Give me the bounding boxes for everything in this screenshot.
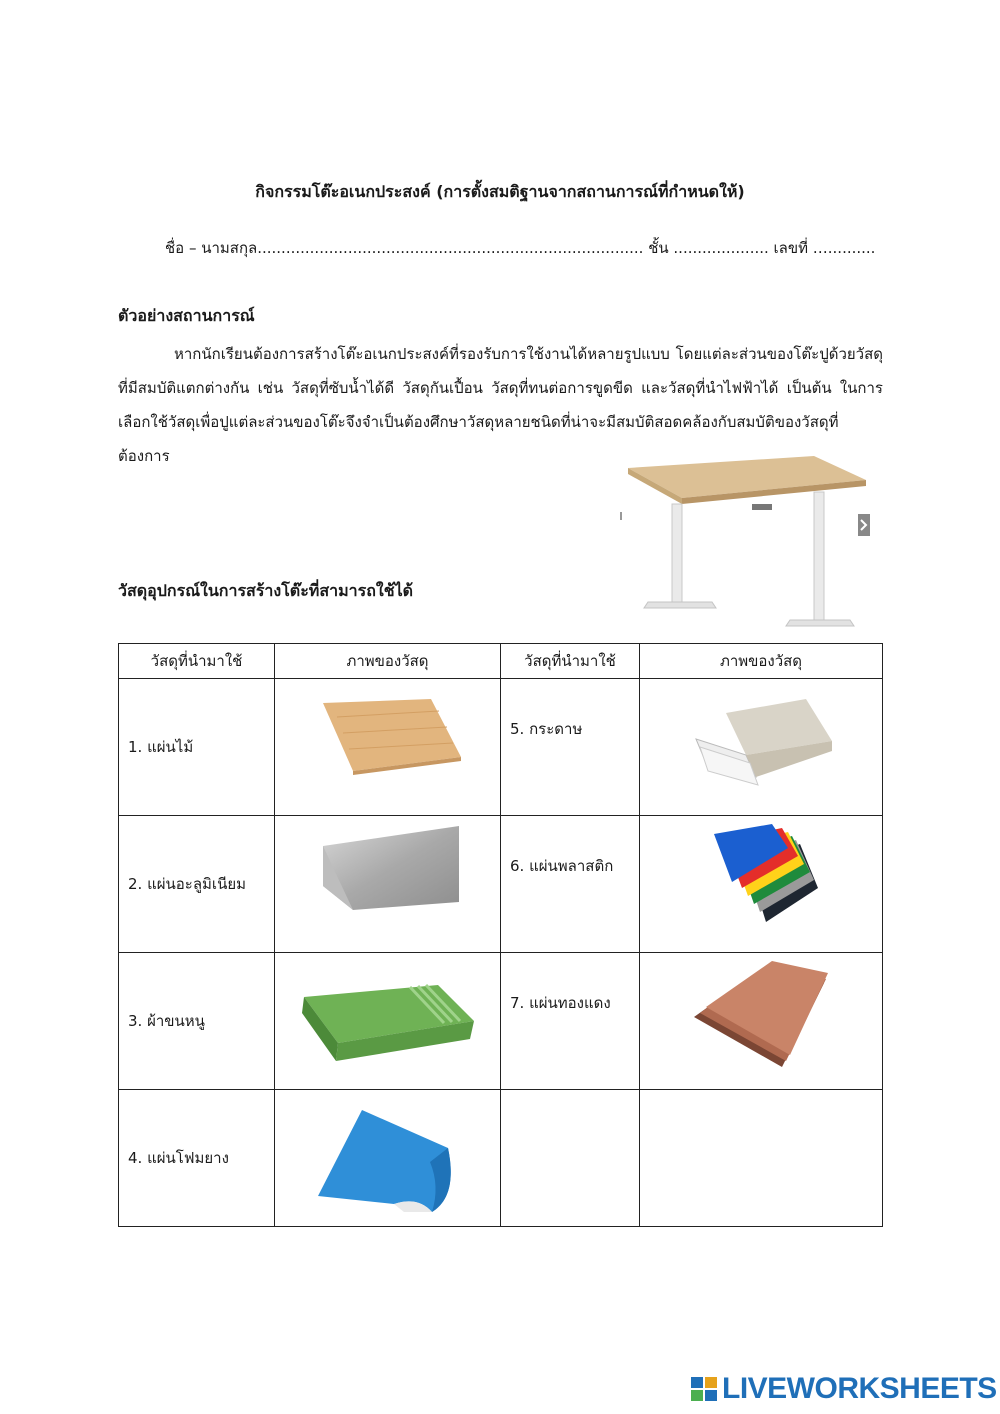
material-label-wood: 1. แผ่นไม้ <box>128 738 194 756</box>
student-name-line: ชื่อ – นามสกุล................................................................................. ชั้น .................... เลขที่ ….......... <box>165 239 876 257</box>
header-material: วัสดุที่นำมาใช้ <box>119 644 275 679</box>
materials-heading: วัสดุอุปกรณ์ในการสร้างโต๊ะที่สามารถใช้ได้ <box>118 581 413 600</box>
scenario-text: หากนักเรียนต้องการสร้างโต๊ะอเนกประสงค์ที่รองรับการใช้งานได้หลายรูปแบบ โดยแต่ละส่วนของโต๊ะปูด้วยวัสดุที่มีสมบัติแตกต่างกัน เช่น วัสดุที่ซับน้ำได้ดี วัสดุกันเปื้อน วัสดุที่ทนต่อการขูดขีด และวัสดุที่นำไฟฟ้าได้ เป็นต้น ในการเลือกใช้วัสดุเพื่อปูแต่ละส่วนของโต๊ะจึงจำเป็นต้องศึกษาวัสดุหลายชนิดที่น่าจะมีสมบัติสอดคล้องกับสมบัติของวัสดุที่ต้องการ <box>118 345 883 465</box>
header-picture: ภาพของวัสดุ <box>640 644 883 679</box>
towel-icon <box>298 967 478 1087</box>
material-label-plastic: 6. แผ่นพลาสติก <box>510 857 614 875</box>
material-label-foam-rubber: 4. แผ่นโฟมยาง <box>128 1149 229 1167</box>
plastic-sheets-icon <box>686 824 836 944</box>
material-label-paper: 5. กระดาษ <box>510 720 583 738</box>
header-picture: ภาพของวัสดุ <box>275 644 501 679</box>
copper-sheet-icon <box>686 961 836 1081</box>
material-label-aluminum: 2. แผ่นอะลูมิเนียม <box>128 875 246 893</box>
material-label-towel: 3. ผ้าขนหนู <box>128 1012 205 1030</box>
table-row <box>119 816 883 953</box>
material-label-copper: 7. แผ่นทองแดง <box>510 994 611 1012</box>
wood-board-icon <box>313 687 463 807</box>
table-row <box>119 953 883 1090</box>
liveworksheets-logo <box>690 1372 997 1406</box>
foam-rubber-sheet-icon <box>308 1100 468 1220</box>
header-material: วัสดุที่นำมาใช้ <box>501 644 640 679</box>
next-arrow-icon[interactable] <box>858 514 870 536</box>
aluminum-sheet-icon <box>313 826 463 946</box>
scenario-heading: ตัวอย่างสถานการณ์ <box>118 306 255 325</box>
materials-table <box>118 643 883 1227</box>
paper-stack-icon <box>686 691 836 801</box>
liveworksheets-wordmark: LIVEWORKSHEETS <box>722 1372 997 1405</box>
worksheet-title: กิจกรรมโต๊ะอเนกประสงค์ (การตั้งสมติฐานจากสถานการณ์ที่กำหนดให้) <box>255 182 745 201</box>
table-row <box>119 1090 883 1227</box>
table-header-row <box>119 644 883 679</box>
liveworksheets-logo-icon <box>690 1375 718 1403</box>
table-row <box>119 679 883 816</box>
adjustable-desk-image <box>618 452 878 632</box>
